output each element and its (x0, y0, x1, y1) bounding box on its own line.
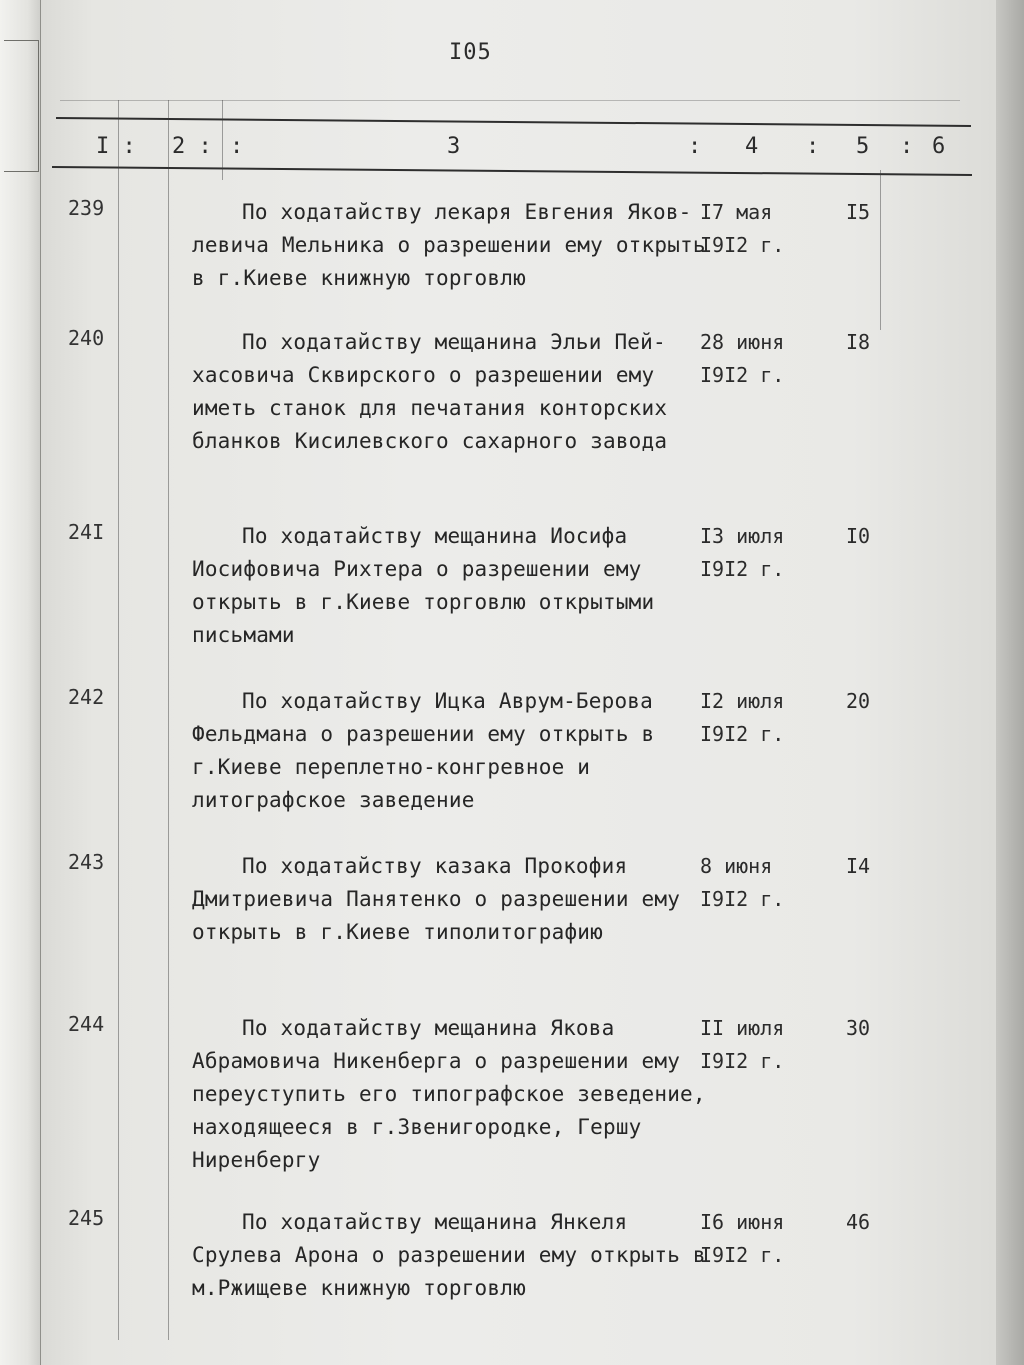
entry-date-day: II июля (700, 1016, 785, 1040)
entry-pages: 20 (846, 689, 871, 713)
column-4-separator: : (806, 134, 820, 159)
entry-number: 240 (68, 326, 105, 350)
entry-text: По ходатайству Ицка Аврум-Берова Фельдмана о разрешении ему открыть в г.Киеве переплетно-конгревное и литографское заведение (192, 689, 655, 812)
entry-date (700, 326, 800, 392)
column-line-3 (222, 100, 223, 180)
entry-text: По ходатайству лекаря Евгения Яков-левича Мельника о разрешении ему открыть в г.Киеве книжную торговлю (192, 200, 706, 290)
column-5-header: 5 (856, 134, 870, 159)
page-edge-shadow (996, 0, 1024, 1365)
entry-date (700, 685, 800, 751)
entry-date-year: I9I2 г. (700, 1243, 785, 1267)
entry-date (700, 1206, 800, 1272)
entry-date-year: I9I2 г. (700, 233, 785, 257)
page-number: I05 (449, 40, 492, 65)
entry-date-year: I9I2 г. (700, 722, 785, 746)
column-2-separator: : (230, 134, 244, 159)
entry-pages: I8 (846, 330, 871, 354)
entry-pages: I5 (846, 200, 871, 224)
entry-number: 244 (68, 1012, 105, 1036)
entry-number: 24I (68, 520, 105, 544)
column-3-header: 3 (447, 134, 461, 159)
entry-pages: 30 (846, 1016, 871, 1040)
entry-text: По ходатайству мещанина Иосифа Иосифовича Рихтера о разрешении ему открыть в г.Киеве торговлю открытыми письмами (192, 524, 655, 647)
header-faint-rule (60, 100, 960, 101)
column-line-2 (168, 100, 169, 1340)
entry-pages: 46 (846, 1210, 871, 1234)
entry-date-day: I2 июля (700, 689, 785, 713)
binding-stamp-mark (22, 70, 34, 160)
entry-date-day: I6 июня (700, 1210, 785, 1234)
entry-text: По ходатайству мещанина Янкеля Срулева Арона о разрешении ему открыть в м.Ржищеве книжную торговлю (192, 1210, 706, 1300)
entry-number: 245 (68, 1206, 105, 1230)
entry-date-day: I7 мая (700, 200, 773, 224)
column-6-header: 6 (932, 134, 946, 159)
entry-date-year: I9I2 г. (700, 557, 785, 581)
column-1-header: I : (96, 134, 136, 159)
entry-date-day: 28 июня (700, 330, 785, 354)
entry-text: По ходатайству мещанина Якова Абрамовича Никенберга о разрешении ему переуступить его типографское зеведение, находящееся в г.Звенигородке, Гершу Ниренбергу (192, 1016, 706, 1172)
entry-text: По ходатайству казака Прокофия Дмитриевича Панятенко о разрешении ему открыть в г.Киеве типолитографию (192, 854, 681, 944)
entry-date-year: I9I2 г. (700, 887, 785, 911)
entry-date-year: I9I2 г. (700, 363, 785, 387)
entry-pages: I0 (846, 524, 871, 548)
entry-date (700, 520, 800, 586)
entry-date (700, 1012, 800, 1078)
column-3-separator: : (688, 134, 702, 159)
column-2-header: 2 : (172, 134, 212, 159)
entry-date (700, 850, 800, 916)
entry-date (700, 196, 800, 262)
entry-text: По ходатайству мещанина Эльи Пей-хасовича Сквирского о разрешении ему иметь станок для печатания конторских бланков Кисилевского сахарного завода (192, 330, 668, 453)
binding-strip (0, 0, 41, 1365)
column-5-separator: : (900, 134, 914, 159)
entry-pages: I4 (846, 854, 871, 878)
column-line-1 (118, 100, 119, 1340)
column-4-header: 4 (745, 134, 759, 159)
entry-number: 242 (68, 685, 105, 709)
entry-date-year: I9I2 г. (700, 1049, 785, 1073)
entry-date-day: I3 июля (700, 524, 785, 548)
entry-date-day: 8 июня (700, 854, 773, 878)
entry-number: 239 (68, 196, 105, 220)
entry-number: 243 (68, 850, 105, 874)
column-line-4 (880, 170, 881, 330)
